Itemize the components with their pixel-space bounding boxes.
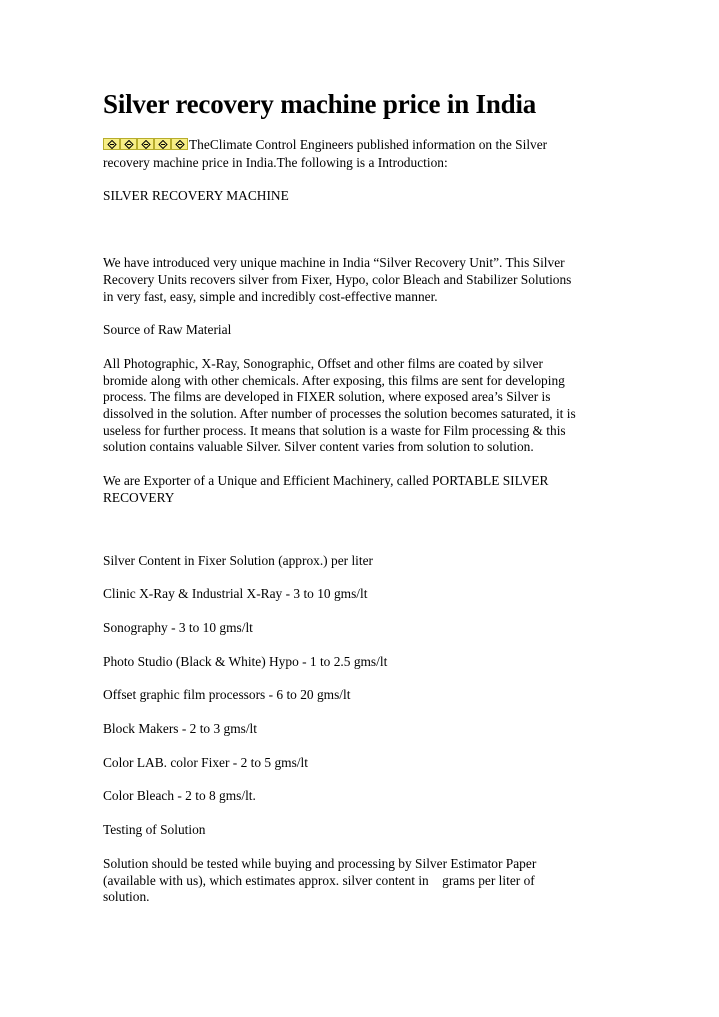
intro-paragraph (103, 137, 623, 171)
intro-line-2: recovery machine price in India.The following is a Introduction: (103, 154, 448, 170)
content-item: Color Bleach - 2 to 8 gms/lt. (103, 788, 256, 804)
machine-heading: SILVER RECOVERY MACHINE (103, 188, 289, 204)
source-heading: Source of Raw Material (103, 322, 232, 338)
diamond-link-icon[interactable] (137, 138, 154, 150)
exporter-paragraph: We are Exporter of a Unique and Efficient Machinery, called PORTABLE SILVER RECOVERY (103, 473, 549, 505)
content-item: Clinic X-Ray & Industrial X-Ray - 3 to 10 gms/lt (103, 586, 368, 602)
diamond-link-icon[interactable] (103, 138, 120, 150)
diamond-link-icon[interactable] (120, 138, 137, 150)
testing-heading: Testing of Solution (103, 822, 206, 838)
link-badges[interactable] (103, 138, 188, 155)
silver-content-heading: Silver Content in Fixer Solution (approx.) per liter (103, 552, 374, 568)
content-item: Offset graphic film processors - 6 to 20 gms/lt (103, 687, 351, 703)
content-item: Block Makers - 2 to 3 gms/lt (103, 721, 257, 737)
page-title: Silver recovery machine price in India (103, 89, 537, 119)
diamond-link-icon[interactable] (154, 138, 171, 150)
document-body (103, 88, 623, 906)
diamond-link-icon[interactable] (171, 138, 188, 150)
content-item: Color LAB. color Fixer - 2 to 5 gms/lt (103, 754, 308, 770)
intro-description: We have introduced very unique machine in India “Silver Recovery Unit”. This Silver Recovery Units recovers silver from Fixer, Hypo, color Bleach and Stabilizer Solutions in very fast, easy, simple and incredibly cost-effective manner. (103, 255, 572, 304)
testing-paragraph: Solution should be tested while buying and processing by Silver Estimator Paper (available with us), which estimates approx. silver content in grams per liter of solution. (103, 855, 537, 905)
intro-line-1: TheClimate Control Engineers published information on the Silver (189, 137, 548, 152)
content-item: Sonography - 3 to 10 gms/lt (103, 619, 253, 635)
source-paragraph: All Photographic, X-Ray, Sonographic, Offset and other films are coated by silver bromide along with other chemicals. After exposing, this films are sent for developing process. The films are developed in FIXER solution, where exposed area’s Silver is dissolved in the solution. After number of processes the solution becomes saturated, it is useless for further process. It means that solution is a waste for Film processing & this solution contains valuable Silver. Silver content varies from solution to solution. (103, 355, 576, 455)
content-item: Photo Studio (Black & White) Hypo - 1 to 2.5 gms/lt (103, 653, 388, 669)
